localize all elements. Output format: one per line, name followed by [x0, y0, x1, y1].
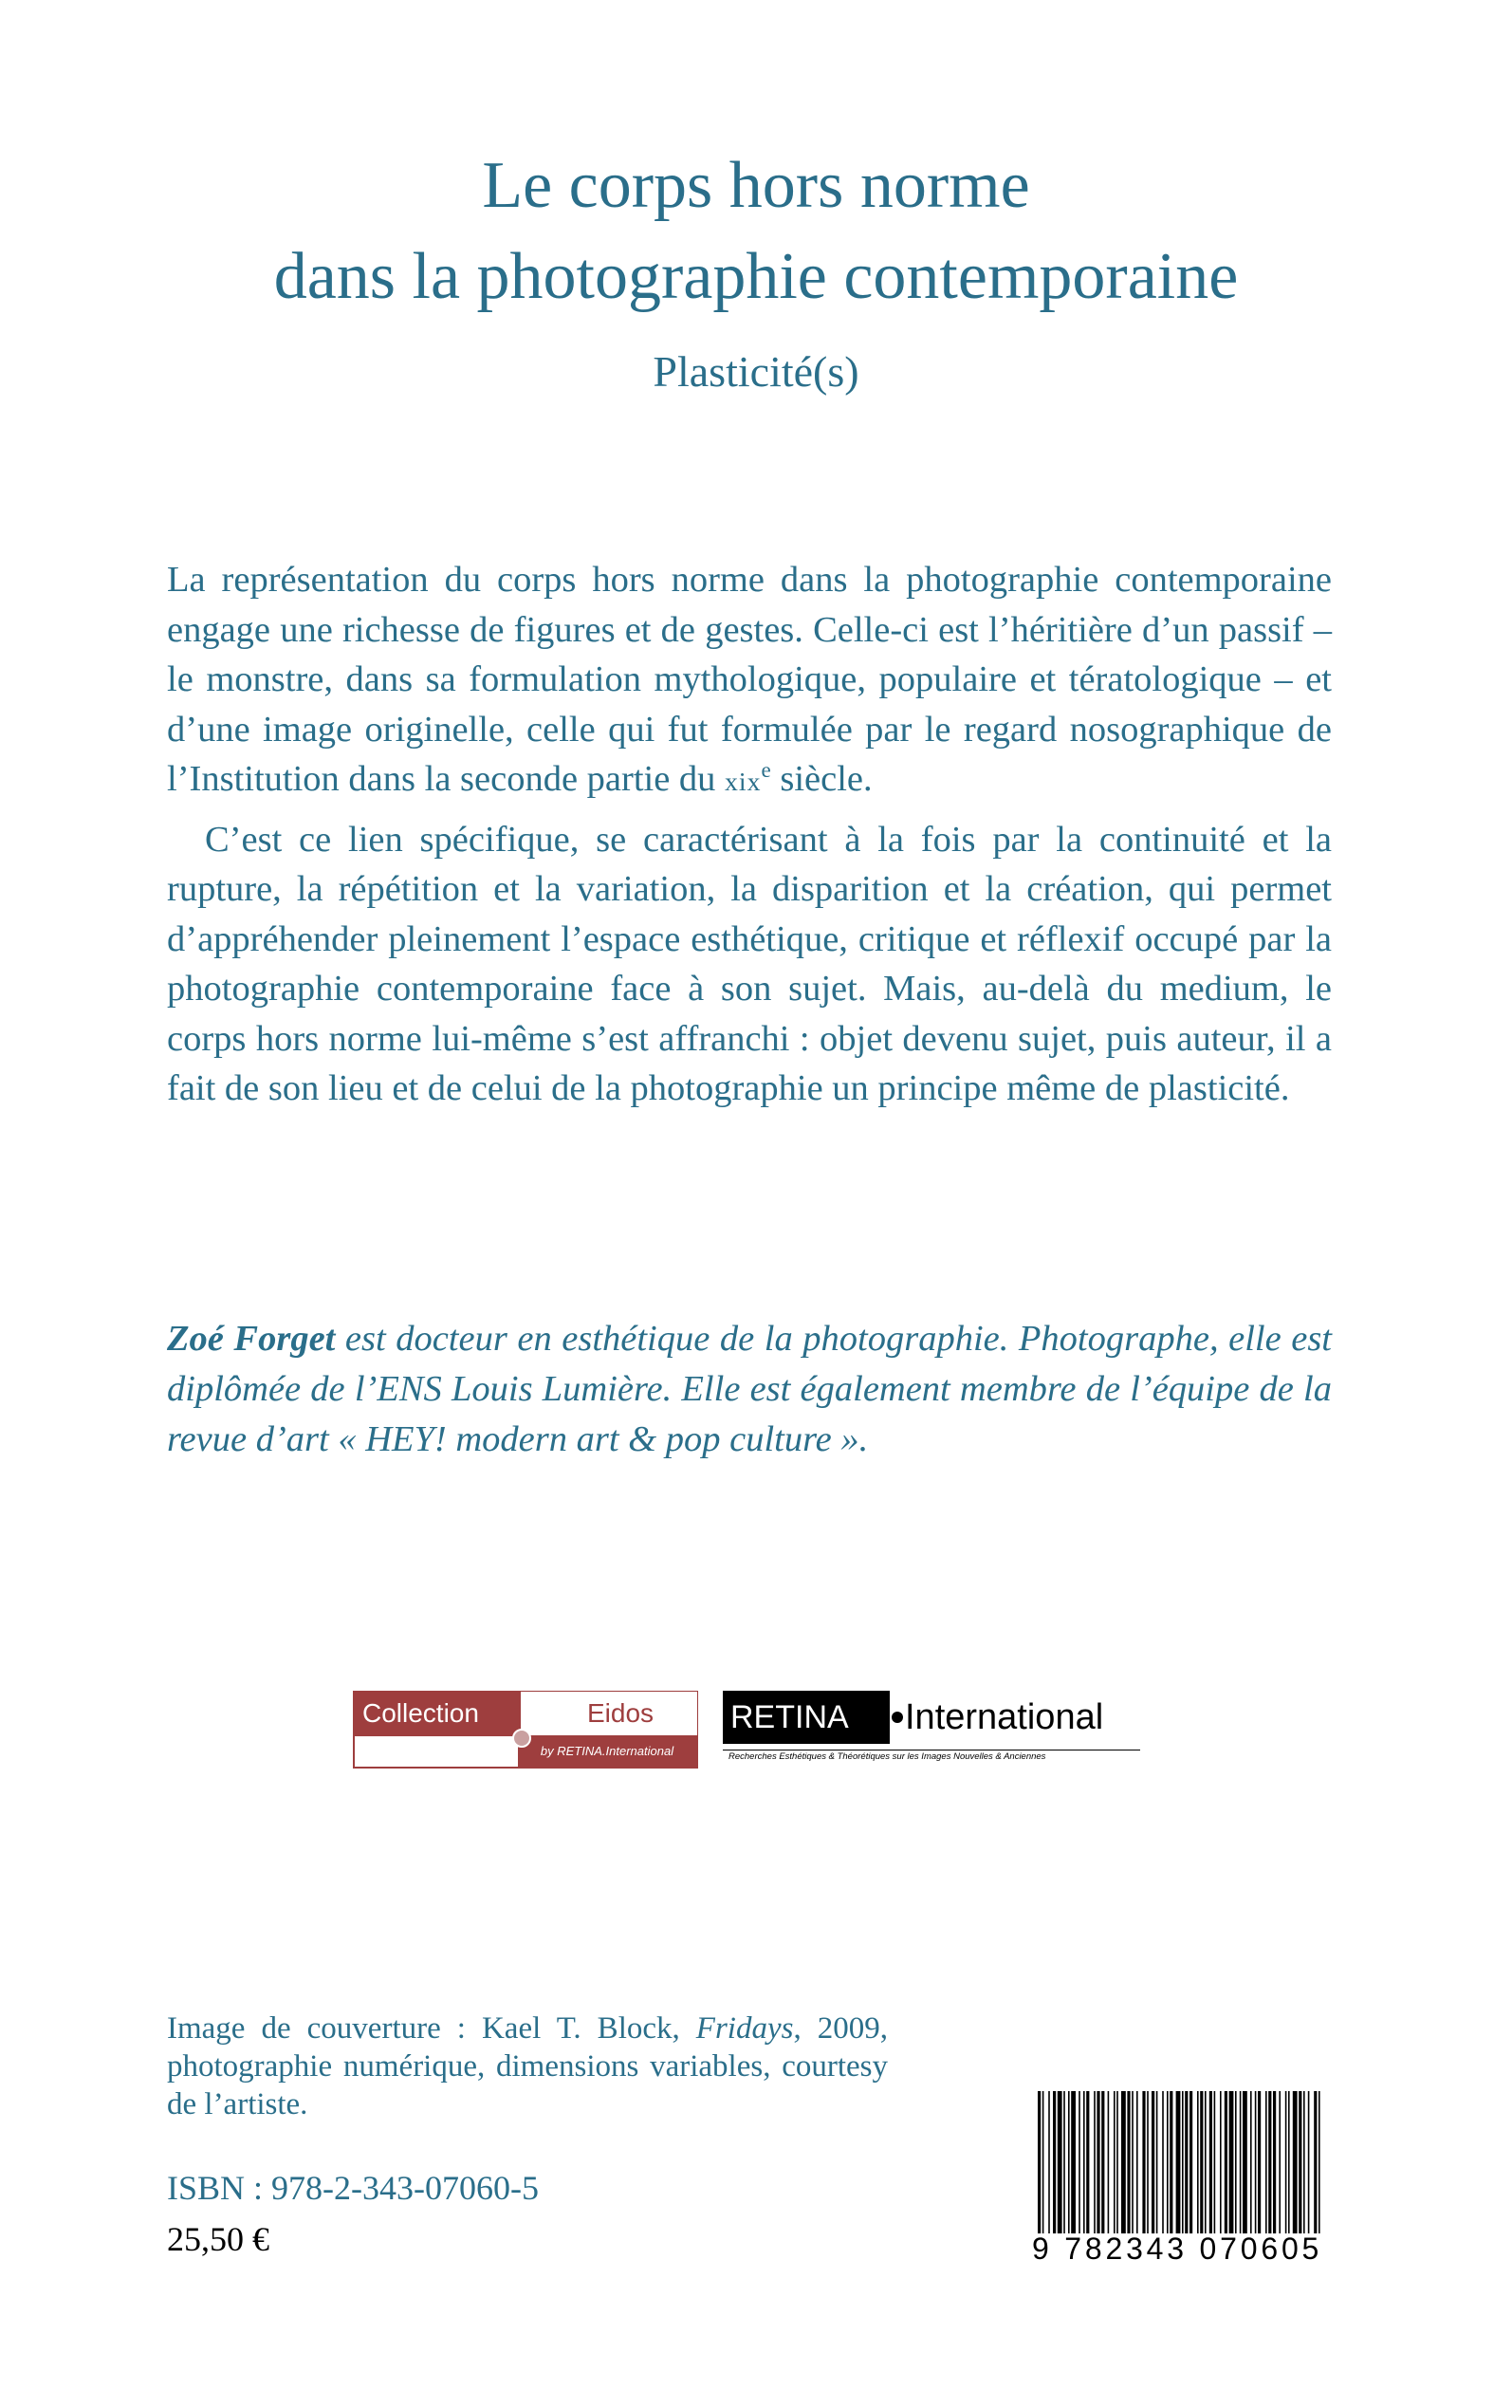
summary-paragraph-2: C’est ce lien spécifique, se caractérisant à la fois par la continuité et la rupture, la répétition et la variation, la disparition et la création, qui permet d’appréhender pleinement l’espace esthétique, critique et réflexif occupé par la photographie contemporaine face à son sujet. Mais, au-delà du medium, le corps hors norme lui-même s’est affranchi : objet devenu sujet, puis auteur, il a fait de son lieu et de celui de la photographie un principe même de plasticité.: [167, 819, 1332, 1108]
barcode-bar: [1147, 2091, 1149, 2233]
barcode-digits: 9 782343 070605: [1032, 2232, 1323, 2266]
barcode-bars: [1038, 2091, 1322, 2233]
barcode-bar: [1240, 2091, 1242, 2233]
barcode-bar: [1116, 2091, 1118, 2233]
summary: [167, 555, 1332, 1114]
barcode-bar: [1083, 2091, 1085, 2233]
price: 25,50 €: [167, 2220, 269, 2258]
barcode-bar: [1318, 2091, 1320, 2233]
barcode-bar: [1200, 2091, 1203, 2233]
barcode-bar: [1063, 2091, 1065, 2233]
century-numeral: xix: [725, 767, 762, 796]
century-superscript: e: [761, 757, 771, 783]
barcode-bar: [1235, 2091, 1237, 2233]
retina-logo-dot: [892, 1712, 903, 1723]
barcode-bar: [1268, 2091, 1271, 2233]
summary-p1-text: La représentation du corps hors norme dans la photographie contemporaine engage une richesse de figures et de gestes. Celle-ci est l’héritière d’un passif – le monstre, dans sa formulation mythologique, populaire et tératologique – et d’une image originelle, celle qui fut formulée par le regard nosographique de l’Institution dans la seconde partie du: [167, 560, 1332, 799]
barcode-bar: [1038, 2091, 1041, 2233]
barcode-bar: [1114, 2091, 1116, 2233]
collection-eidos-logo: [353, 1691, 698, 1770]
barcode-bar: [1042, 2091, 1044, 2233]
barcode-bar: [1068, 2091, 1070, 2233]
barcode-bar: [1152, 2091, 1154, 2233]
barcode-bar: [1258, 2091, 1261, 2233]
barcode-bar: [1094, 2091, 1096, 2233]
barcode-bar: [1197, 2091, 1199, 2233]
retina-logo-label: RETINA: [723, 1691, 890, 1744]
barcode-bar: [1229, 2091, 1234, 2233]
barcode-bar: [1189, 2091, 1192, 2233]
retina-international-logo: [723, 1691, 1140, 1767]
summary-p1-end: siècle.: [770, 759, 873, 799]
cover-image-credit: [167, 2010, 888, 2123]
author-bio-text: est docteur en esthétique de la photographie. Photographe, elle est diplômée de l’ENS Louis Lumière. Elle est également membre de l’équipe de la revue d’art « HEY! modern art & pop culture ».: [167, 1319, 1332, 1459]
barcode-bar: [1288, 2091, 1290, 2233]
barcode-bar: [1285, 2091, 1287, 2233]
author-bio: [167, 1314, 1332, 1465]
barcode-bar: [1048, 2091, 1050, 2233]
barcode-bar: [1079, 2091, 1080, 2233]
barcode-bar: [1214, 2091, 1216, 2233]
barcode-bar: [1243, 2091, 1247, 2233]
barcode-bar: [1220, 2091, 1222, 2233]
barcode-bar: [1170, 2091, 1172, 2233]
barcode-bar: [1209, 2091, 1212, 2233]
book-title-line-2: dans la photographie contemporaine: [273, 240, 1239, 313]
barcode-bar: [1156, 2091, 1158, 2233]
barcode-bar: [1265, 2091, 1267, 2233]
barcode-bar: [1308, 2091, 1310, 2233]
barcode-bar: [1225, 2091, 1227, 2233]
barcode-bar: [1132, 2091, 1134, 2233]
barcode-bar: [1185, 2091, 1188, 2233]
barcode-bar: [1273, 2091, 1276, 2233]
barcode-bar: [1250, 2091, 1252, 2233]
barcode-bar: [1086, 2091, 1089, 2233]
barcode-bar: [1058, 2091, 1062, 2233]
author-name: Zoé Forget: [167, 1319, 336, 1359]
barcode-bar: [1279, 2091, 1281, 2233]
barcode-bar: [1303, 2091, 1305, 2233]
barcode-bar: [1255, 2091, 1257, 2233]
credit-text: Image de couverture : Kael T. Block,: [167, 2011, 696, 2046]
collection-logo-name: Eidos: [520, 1691, 698, 1736]
collection-logo-dot: [512, 1729, 531, 1748]
book-title-line-1: Le corps hors norme: [482, 149, 1030, 222]
retina-logo-international: International: [905, 1697, 1104, 1737]
barcode-bar: [1108, 2091, 1110, 2233]
barcode-bar: [1299, 2091, 1301, 2233]
retina-logo-tagline: Recherches Esthétiques & Théorétiques sur les Images Nouvelles & Anciennes: [728, 1751, 1046, 1762]
barcode-bar: [1167, 2091, 1169, 2233]
credit-details: , 2009, photographie numérique, dimensions variables, courtesy de l’artiste.: [167, 2011, 888, 2121]
credit-work-title: Fridays: [695, 2011, 794, 2046]
barcode-bar: [1205, 2091, 1207, 2233]
book-subtitle: Plasticité(s): [653, 347, 859, 396]
barcode-bar: [1293, 2091, 1298, 2233]
summary-paragraph-1: [167, 555, 1332, 807]
barcode-bar: [1097, 2091, 1099, 2233]
barcode-bar: [1176, 2091, 1181, 2233]
barcode-bar: [1101, 2091, 1104, 2233]
barcode-bar: [1071, 2091, 1076, 2233]
collection-logo-byline: by RETINA.International: [518, 1736, 696, 1767]
isbn: ISBN : 978-2-343-07060-5: [167, 2169, 539, 2207]
barcode-bar: [1127, 2091, 1130, 2233]
barcode: [1032, 2091, 1328, 2268]
barcode-bar: [1053, 2091, 1056, 2233]
barcode-bar: [1136, 2091, 1138, 2233]
barcode-bar: [1314, 2091, 1317, 2233]
barcode-bar: [1162, 2091, 1164, 2233]
collection-logo-label: Collection: [353, 1691, 520, 1736]
barcode-bar: [1142, 2091, 1145, 2233]
barcode-bar: [1121, 2091, 1126, 2233]
barcode-bar: [1182, 2091, 1184, 2233]
